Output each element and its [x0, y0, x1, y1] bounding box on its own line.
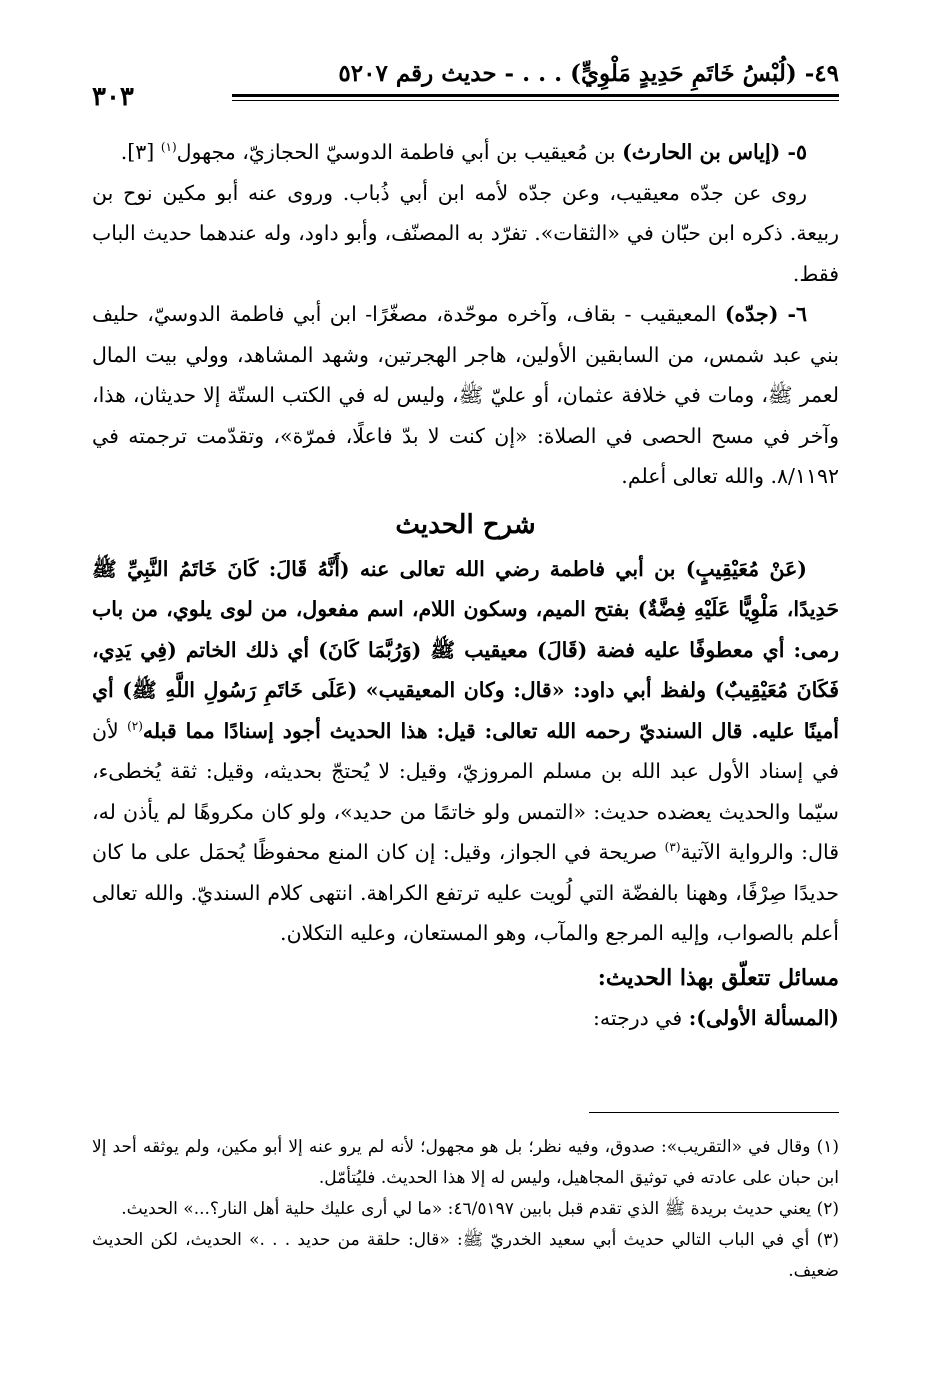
masala-text: في درجته: — [592, 1006, 689, 1030]
main-text — [92, 132, 839, 1039]
footnote-text: وقال في «التقريب»: صدوق، وفيه نظر؛ بل هو مجهول؛ لأنه لم يرو عنه إلا أبو مكين، ولم يوثقه أحد إلا ابن حبان على عادته في توثيق المجاهيل، وليس له إلا هذا الحديث. فليُتأمّل. — [92, 1137, 839, 1188]
footnote-ref-3[interactable]: (٣) — [664, 840, 681, 855]
footnotes — [92, 1132, 839, 1287]
sharh-text: (عَنْ مُعَيْقِيبٍ) بن أبي فاطمة رضي الله تعالى عنه (أَنَّهُ قَالَ: كَانَ خَاتَمُ النَّبِيِّ ﷺ حَدِيدًا، مَلْوِيًّا عَلَيْهِ فِضَّةٌ) بفتح الميم، وسكون اللام، اسم مفعول، من لوى يلوي، من باب رمى: أي معطوفًا عليه فضة (قَالَ) معيقيب ﷺ (وَرُبَّمَا كَانَ) أي ذلك الخاتم (فِي يَدِي، فَكَانَ مُعَيْقِيبٌ) ولفظ أبي داود: «قال: وكان المعيقيب» (عَلَى خَاتَمِ رَسُولِ اللَّهِ ﷺ) أي أمينًا عليه. قال السنديّ رحمه الله تعالى: قيل: هذا الحديث أجود إسنادًا مما قبله — [92, 556, 839, 743]
footnote-number: (١) — [816, 1137, 839, 1157]
running-header — [92, 60, 839, 112]
footnote-text: يعني حديث بريدة ﷺ الذي تقدم قبل بابين ٤٦/٥١٩٧: «ما لي أرى عليك حلية أهل النار؟...» الحديث. — [121, 1199, 812, 1219]
narrator-paragraph-5 — [92, 132, 839, 173]
narrator-grade: [٣]. — [120, 140, 161, 164]
sharh-text: صريحة في الجواز، وقيل: إن كان المنع محفوظًا يُحمَل على ما كان حديدًا صِرْفًا، وههنا بالفضّة التي لُويت عليه ترتفع الكراهة. انتهى كلام السنديّ. والله تعالى أعلم بالصواب، وإليه المرجع والمآب، وهو المستعان، وعليه التكلان. — [92, 840, 839, 945]
narrator-name: ٥- (إياس بن الحارث) — [622, 140, 807, 164]
footnote-ref-1[interactable]: (١) — [160, 140, 177, 155]
masala-label: (المسألة الأولى): — [688, 1006, 839, 1030]
sharh-paragraph — [92, 549, 839, 954]
header-rule-thin — [232, 100, 839, 101]
sharh-text: لأن في إسناد الأول عبد الله بن مسلم المروزيّ، وقيل: لا يُحتجّ بحديثه، وقيل: ثقة يُخطىء، سيّما والحديث يعضده حديث: «التمس ولو خاتمًا من حديد»، ولو كان مكروهًا لم يأذن له، قال: والرواية الآتية — [92, 718, 840, 864]
section-title: شرح الحديث — [395, 509, 536, 540]
footnote-number: (٣) — [816, 1230, 839, 1250]
footnote-3 — [92, 1225, 839, 1287]
footnote-text: أي في الباب التالي حديث أبي سعيد الخدريّ ﷺ: «قال: حلقة من حديد . . .» الحديث، لكن الحديث ضعيف. — [92, 1230, 839, 1281]
subheading: مسائل تتعلّق بهذا الحديث: — [597, 964, 839, 991]
footnote-ref-2[interactable]: (٢) — [127, 718, 143, 733]
footnote-number: (٢) — [816, 1199, 839, 1219]
narrator-paragraph-6 — [92, 294, 839, 497]
narrator-text: المعيقيب - بقاف، وآخره موحّدة، مصغّرًا- ابن أبي فاطمة الدوسيّ، حليف بني عبد شمس، من السابقين الأولين، هاجر الهجرتين، وشهد المشاهد، وولي بيت المال لعمر ﷺ، ومات في خلافة عثمان، أو عليّ ﷺ، وليس له في الكتب الستّة إلا حديثان، هذا، وآخر في مسح الحصى في الصلاة: «إن كنت لا بدّ فاعلًا، فمرّة»، وتقدّمت ترجمته في ٨/١١٩٢. والله تعالى أعلم. — [92, 302, 839, 488]
footnote-1 — [92, 1132, 839, 1194]
narrator-name: ٦- (جدّه) — [724, 302, 807, 326]
page-number: ٣٠٣ — [92, 82, 134, 112]
footnote-divider — [589, 1112, 839, 1113]
footnote-2 — [92, 1194, 839, 1225]
narrator-text: بن مُعيقيب بن أبي فاطمة الدوسيّ الحجازيّ، مجهول — [176, 140, 623, 164]
masala-line — [92, 998, 839, 1039]
header-title: ٤٩- (لُبْسُ خَاتَمِ حَدِيدٍ مَلْوِيٍّ) . . . - حديث رقم ٥٢٠٧ — [338, 60, 839, 87]
narrator-bio-paragraph: روى عن جدّه معيقيب، وعن جدّه لأمه ابن أبي ذُباب. وروى عنه أبو مكين نوح بن ربيعة. ذكره ابن حبّان في «الثقات». تفرّد به المصنّف، وأبو داود، وله عندهما حديث الباب فقط. — [92, 180, 839, 286]
header-rule — [232, 94, 839, 97]
